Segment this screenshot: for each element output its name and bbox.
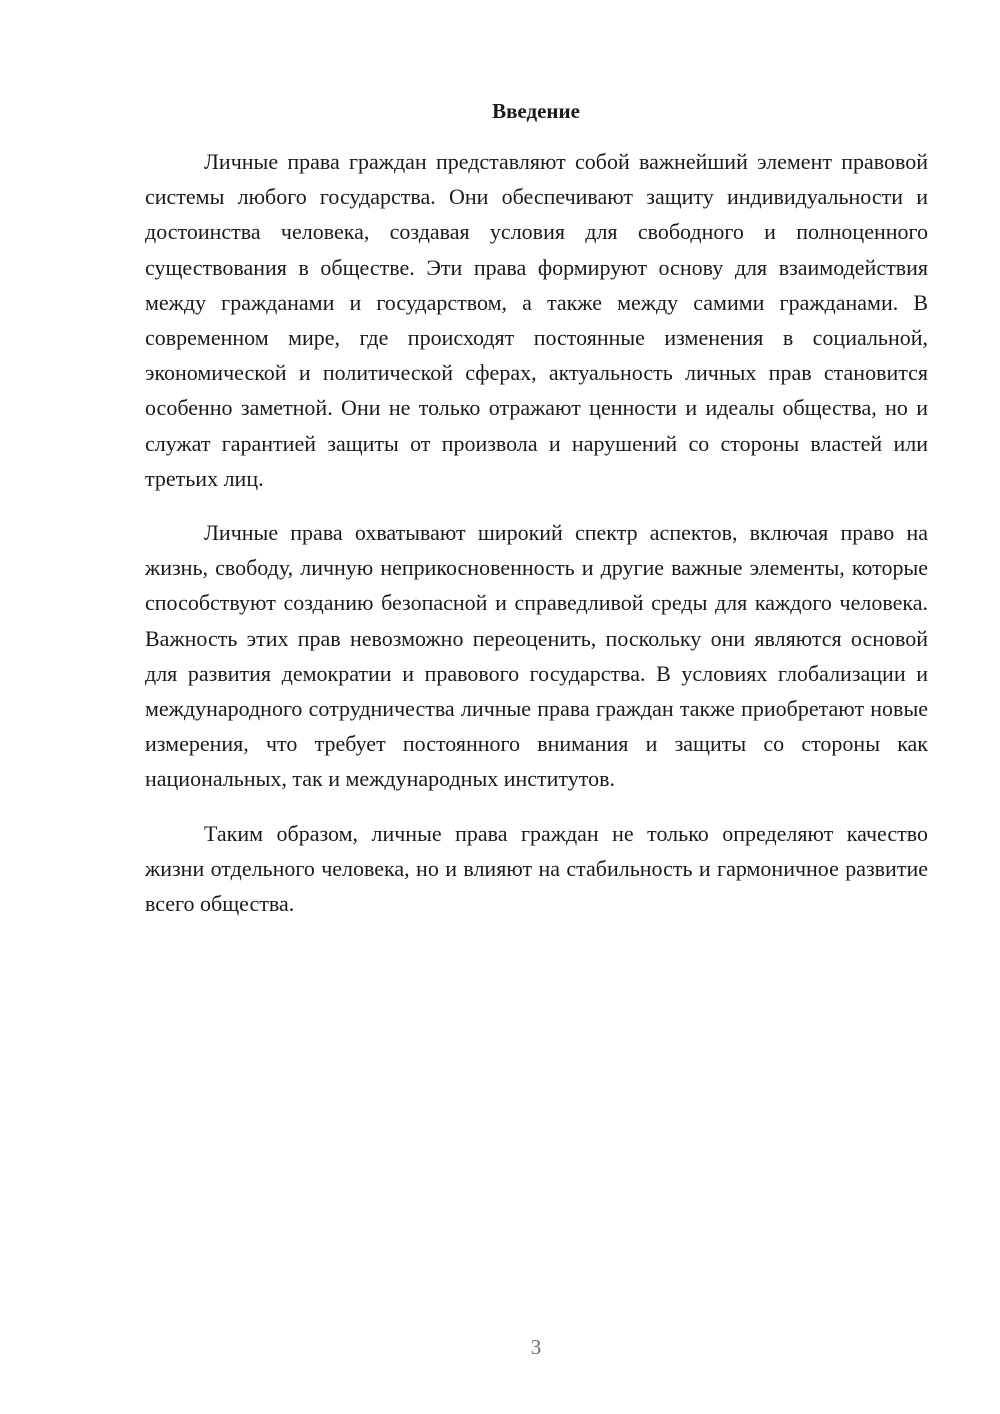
body-text bbox=[145, 144, 928, 921]
page-number: 3 bbox=[530, 1335, 542, 1359]
paragraph-2: Личные права охватывают широкий спектр аспектов, включая право на жизнь, свободу, личную неприкосновенность и другие важные элементы, которые способствуют созданию безопасной и справедливой среды для каждого человека. Важность этих прав невозможно переоценить, поскольку они являются основой для развития демократии и правового государства. В условиях глобализации и международного сотрудничества личные права граждан также приобретают новые измерения, что требует постоянного внимания и защиты со стороны как национальных, так и международных институтов. bbox=[145, 520, 928, 792]
section-title: Введение bbox=[492, 99, 580, 123]
paragraph-1: Личные права граждан представляют собой важнейший элемент правовой системы любого государства. Они обеспечивают защиту индивидуальности и достоинства человека, создавая условия для свободного и полноценного существования в обществе. Эти права формируют основу для взаимодействия между гражданами и государством, а также между самими гражданами. В современном мире, где происходят постоянные изменения в социальной, экономической и политической сферах, актуальность личных прав становится особенно заметной. Они не только отражают ценности и идеалы общества, но и служат гарантией защиты от произвола и нарушений со стороны властей или третьих лиц. bbox=[145, 149, 928, 491]
paragraph-3: Таким образом, личные права граждан не только определяют качество жизни отдельного человека, но и влияют на стабильность и гармоничное развитие всего общества. bbox=[145, 820, 928, 917]
